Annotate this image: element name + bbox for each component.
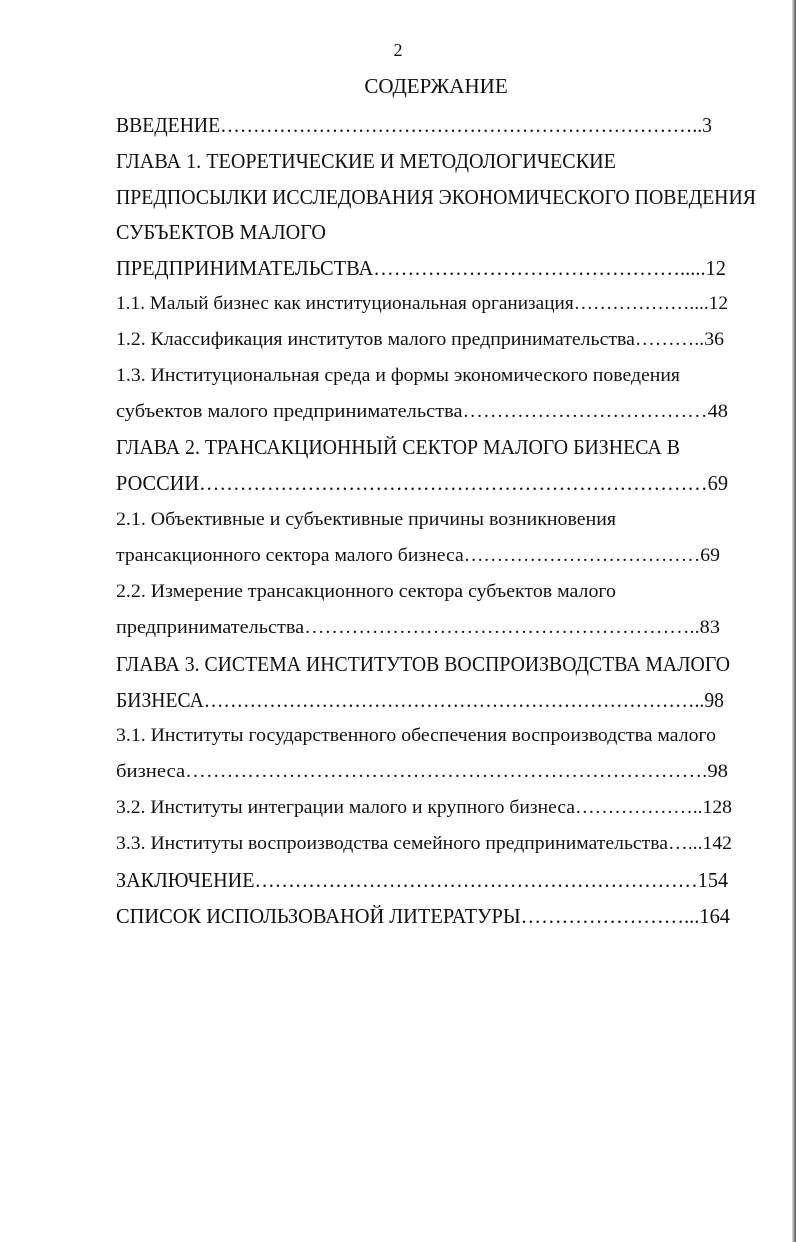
toc-entry: ГЛАВА 2. ТРАНСАКЦИОННЫЙ СЕКТОР МАЛОГО БИЗНЕСА В xyxy=(116,435,680,459)
toc-entry: 2.2. Измерение трансакционного сектора субъектов малого xyxy=(116,582,616,602)
toc-entry: ГЛАВА 1. ТЕОРЕТИЧЕСКИЕ И МЕТОДОЛОГИЧЕСКИЕ xyxy=(116,149,616,173)
toc-entry: РОССИИ…………………………………………………………………69 xyxy=(116,471,728,495)
toc-entry: 1.1. Малый бизнес как институциональная организация………………....12 xyxy=(116,294,728,314)
scan-edge xyxy=(792,0,796,1242)
toc-entry: ВВЕДЕНИЕ………………………………………………………………..3 xyxy=(116,113,713,137)
toc-entry: ГЛАВА 3. СИСТЕМА ИНСТИТУТОВ ВОСПРОИЗВОДСТВА МАЛОГО xyxy=(116,652,731,676)
toc-entry: ЗАКЛЮЧЕНИЕ…………………………………………………………154 xyxy=(116,868,729,892)
page-title: СОДЕРЖАНИЕ xyxy=(364,74,508,98)
toc-entry: трансакционного сектора малого бизнеса………………………………69 xyxy=(116,546,721,566)
toc-entry: 3.1. Институты государственного обеспечения воспроизводства малого xyxy=(116,726,716,746)
toc-entry: предпринимательства…………………………………………………..83 xyxy=(116,618,720,638)
toc-entry: СПИСОК ИСПОЛЬЗОВАНОЙ ЛИТЕРАТУРЫ……………………...164 xyxy=(116,904,731,928)
toc-entry: 1.3. Институциональная среда и формы экономического поведения xyxy=(116,366,681,386)
toc-entry: СУБЪЕКТОВ МАЛОГО xyxy=(116,220,327,244)
toc-entry: БИЗНЕСА…………………………………………………………………..98 xyxy=(116,688,724,712)
toc-entry: ПРЕДПРИНИМАТЕЛЬСТВА……………………………………….....12 xyxy=(116,256,727,280)
page-number: 2 xyxy=(393,40,403,60)
toc-entry: 3.3. Институты воспроизводства семейного предпринимательства…...142 xyxy=(116,834,733,854)
toc-entry: бизнеса………………………………………………………………….98 xyxy=(116,762,729,782)
toc-entry: 2.1. Объективные и субъективные причины возникновения xyxy=(116,510,617,530)
toc-entry: субъектов малого предпринимательства………………………………48 xyxy=(116,402,729,422)
toc-entry: ПРЕДПОСЫЛКИ ИССЛЕДОВАНИЯ ЭКОНОМИЧЕСКОГО ПОВЕДЕНИЯ xyxy=(116,185,756,209)
toc-entry: 3.2. Институты интеграции малого и крупного бизнеса………………..128 xyxy=(116,798,733,818)
toc-entry: 1.2. Классификация институтов малого предпринимательства………..36 xyxy=(116,330,724,350)
